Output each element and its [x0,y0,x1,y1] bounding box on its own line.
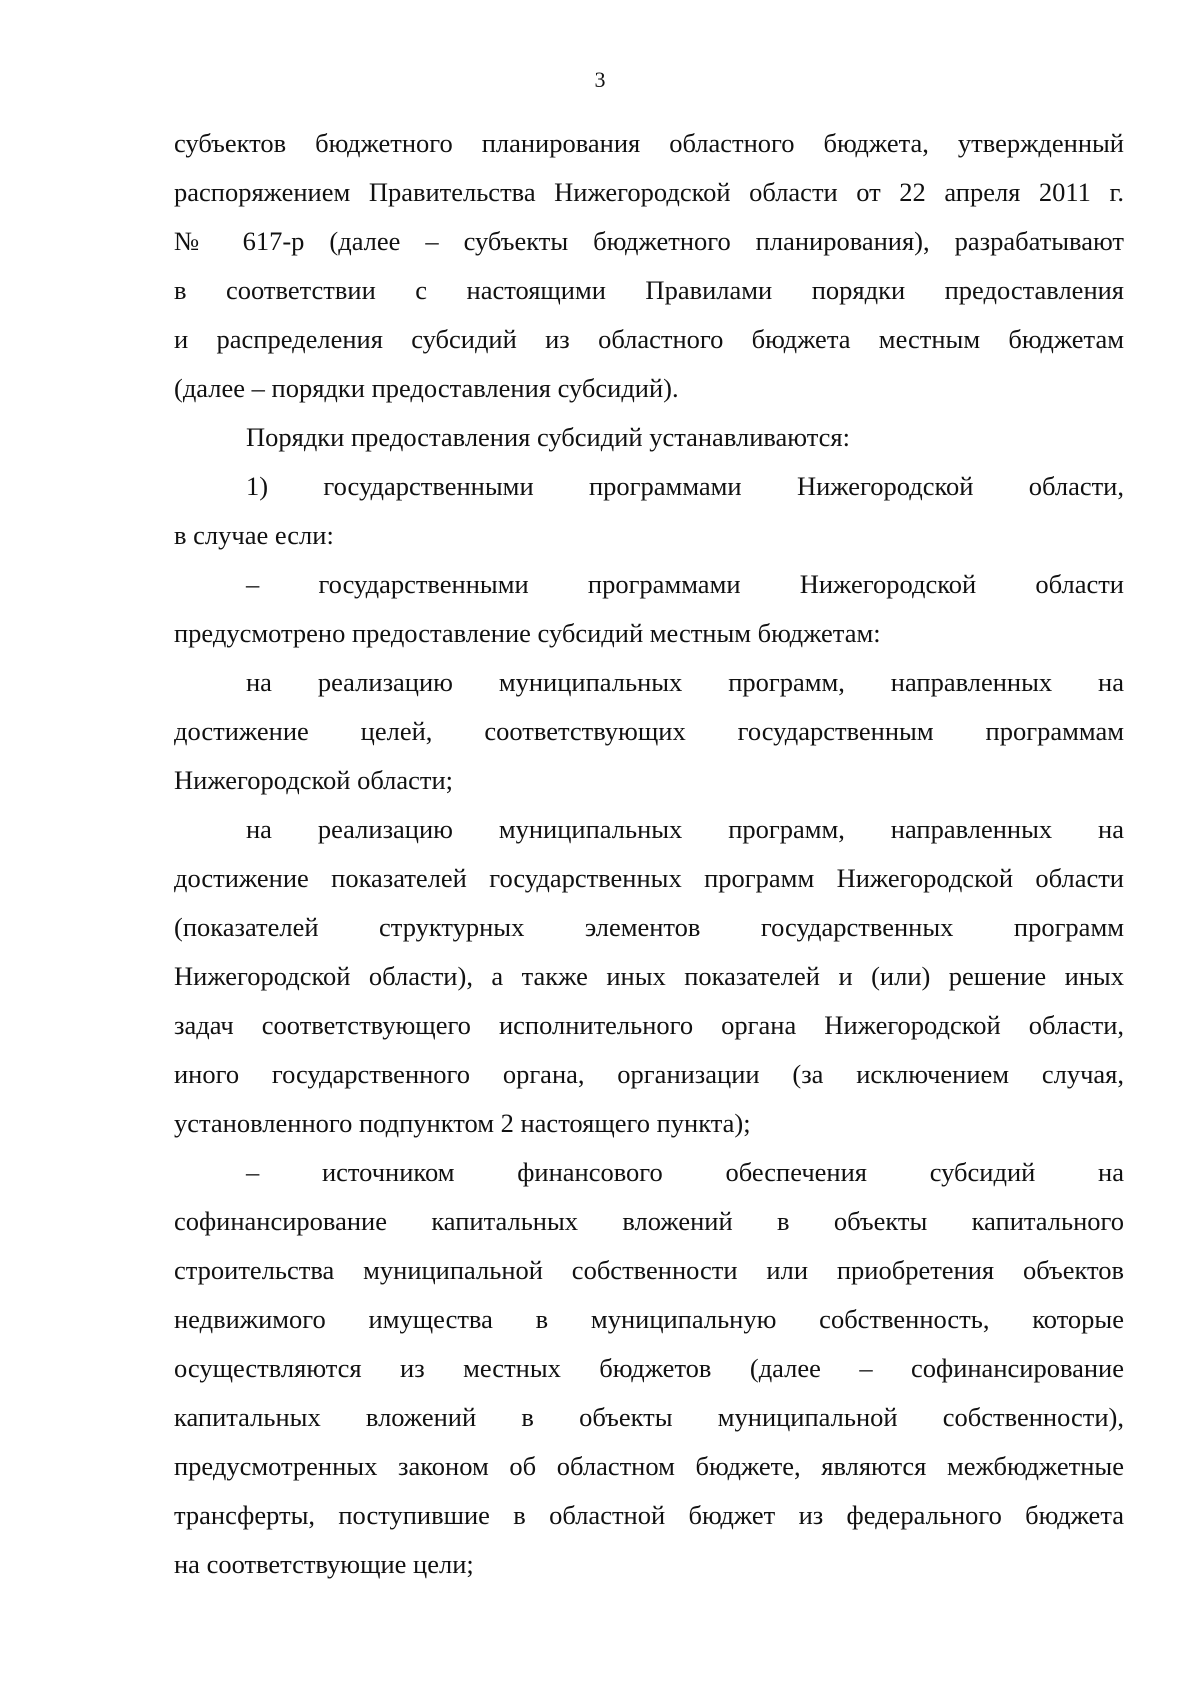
text-line: в случае если: [174,520,334,550]
text-line: иного государственного органа, организации (за исключением случая, [174,1059,1124,1089]
text-line: на соответствующие цели; [174,1549,474,1579]
text-line: достижение показателей государственных программ Нижегородской области [174,863,1124,893]
text-line: капитальных вложений в объекты муниципальной собственности), [174,1402,1124,1432]
text-line: предусмотрено предоставление субсидий местным бюджетам: [174,618,881,648]
text-line: (показателей структурных элементов государственных программ [174,912,1124,942]
text-line: 1) государственными программами Нижегородской области, [246,471,1124,501]
text-line: трансферты, поступившие в областной бюджет из федерального бюджета [174,1500,1124,1530]
text-line: осуществляются из местных бюджетов (далее – софинансирование [174,1353,1124,1383]
text-line: № 617-р (далее – субъекты бюджетного планирования), разрабатывают [174,226,1124,256]
text-line: субъектов бюджетного планирования областного бюджета, утвержденный [174,128,1124,158]
text-line: в соответствии с настоящими Правилами порядки предоставления [174,275,1124,305]
document-body [174,119,1124,1589]
text-line: и распределения субсидий из областного бюджета местным бюджетам [174,324,1124,354]
text-line: установленного подпунктом 2 настоящего пункта); [174,1108,751,1138]
text-line: Нижегородской области), а также иных показателей и (или) решение иных [174,961,1124,991]
text-line: (далее – порядки предоставления субсидий). [174,373,679,403]
text-line: на реализацию муниципальных программ, направленных на [246,814,1124,844]
text-line: – источником финансового обеспечения субсидий на [246,1157,1124,1187]
text-line: Нижегородской области; [174,765,454,795]
text-line: Порядки предоставления субсидий устанавливаются: [246,422,850,452]
text-line: предусмотренных законом об областном бюджете, являются межбюджетные [174,1451,1124,1481]
text-line: строительства муниципальной собственности или приобретения объектов [174,1255,1124,1285]
text-line: софинансирование капитальных вложений в объекты капитального [174,1206,1124,1236]
text-line: на реализацию муниципальных программ, направленных на [246,667,1124,697]
text-line: задач соответствующего исполнительного органа Нижегородской области, [174,1010,1124,1040]
text-line: распоряжением Правительства Нижегородской области от 22 апреля 2011 г. [174,177,1124,207]
text-line: достижение целей, соответствующих государственным программам [174,716,1124,746]
text-line: – государственными программами Нижегородской области [246,569,1124,599]
page-number: 3 [594,67,606,92]
text-line: недвижимого имущества в муниципальную собственность, которые [174,1304,1124,1334]
